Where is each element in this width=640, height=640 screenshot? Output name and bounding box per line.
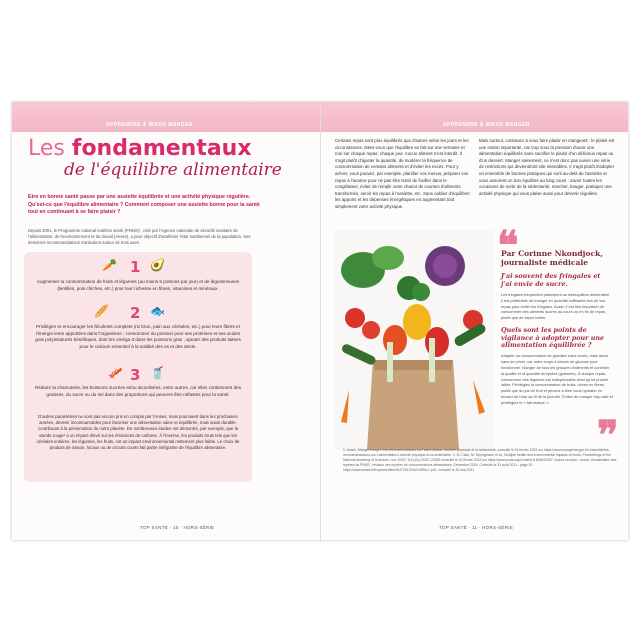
fish-icon: 🐟 <box>150 304 165 318</box>
quote-close-icon: ❞ <box>597 412 619 459</box>
aside-answer: Adapter sa consommation de glucides sans excès, mais aussi sans se priver, car notre corps a besoin de glucose pour fonctionner. Manger de tous les groupes d'aliments et contrôler la qualité et la quantité de lipides (graisses). À chaque repas, consommer des légumes est indispensable ainsi qu'un produit laitier. Privilégiez la consommation de fruits, riches en fibres, plutôt que du jus de fruit et pensez à bien vous hydrater en buvant de l'eau au fil de la journée. Évitez de manger trop salé et privilégiez le « fait maison ». <box>501 353 613 406</box>
aside-question: J'ai souvent des fringales et j'ai envie de sucre. <box>501 272 601 289</box>
avocado-icon: 🥑 <box>150 258 165 272</box>
step-text: Privilégier et encourager les féculents complets (riz brun, pain aux céréales, etc.) pour leurs fibres et l'énergie lente apportées dans l'organisme ; consommer du poisson pour ses protéines et ses acides gras polyinsaturés bénéfiques, dont les oméga-3 dans les poissons gras ; ajouter des produits laitiers pour le calcium essentiel à la solidité des os et des dents. <box>35 324 241 349</box>
sausage-icon: 🥓 <box>108 366 123 380</box>
step-number: 2 <box>130 304 141 322</box>
right-page <box>320 102 628 540</box>
bread-icon: 🥖 <box>94 304 109 318</box>
carrot-icon: 🥕 <box>102 258 117 272</box>
header-band <box>12 102 320 132</box>
vegetables-photo <box>333 230 493 450</box>
header-band <box>321 102 628 132</box>
title-bold: fondamentaux <box>71 136 252 161</box>
left-page <box>12 102 320 540</box>
title-light: Les <box>28 136 65 161</box>
page-title <box>28 138 252 160</box>
lead-paragraph: Etre en bonne santé passe par une assiette équilibrée et une activité physique régulière. Qu'est-ce que l'équilibre alimentaire ? Comment composer une assiette bonne pour la santé tout en continuant à se faire plaisir ? <box>28 194 260 216</box>
step-text: Réduire la charcuterie, les boissons sucrées et/ou alcoolisées, entre autres, car elles contiennent des graisses, du sucre ou du sel dans des proportions qui peuvent être néfastes pour la santé. <box>34 385 242 397</box>
body-column-2: Mais surtout, continuez à vous faire plaisir en mangeant : le plaisir est une notion importante, car trop sous la pression d'avoir une alimentation équilibrée sans sacrifier le plaisir d'un délicieux repas ou d'un dessert. Manger sainement, ce n'est donc pas suivre une série de restrictions qui deviendront vite intenables. Il s'agit plutôt d'adopter un ensemble de bonnes pratiques qui sont au-delà de l'assiette et vous assurent un bon équilibre au long cours : savoir toutes les occasions de sortir de la sédentarité, marcher, bouger, pratiquer une activité physique qui vous plaise aussi pour devenir régulière. <box>479 138 615 196</box>
body-column-1: Certains repas sont plus équilibrés que d'autres selon les jours et les circonstances. Dites-vous que l'équilibre se fait sur une semaine et non sur chaque repas, chaque jour. Aucun aliment n'est interdit. Il s'agit plutôt d'ajuster la quantité, de modérer la fréquence de consommation de certains aliments et d'éviter les excès. Pour y arriver, vous pouvez, par exemple, planifier vos menus, préparer vos repas à l'avance pour ne pas être tenté de fouiller dans le congélateur, éviter de remplir votre chariot de courses d'aliments transformés, servir les repas à l'assiette, etc. Sans oublier d'équilibrer les apports et les dépenses énergétiques en augmentant tout simplement votre activité physique. <box>335 138 470 210</box>
step-number: 1 <box>130 258 141 276</box>
section-label: APPRENDRE À MIEUX MANGER <box>106 122 193 128</box>
magazine-spread <box>12 102 628 540</box>
vegetables-illustration <box>333 230 493 450</box>
intro-paragraph: Depuis 2001, le Programme national nutrition santé (PNNS)¹, créé par l'Agence nationale de sécurité sanitaire de l'alimentation, de l'environnement et du travail (Anses), a pour objectif d'améliorer l'état nutritionnel de la population. Ses dernières recommandations s'articulent autour de trois axes. <box>28 228 251 246</box>
aside-answer: Les fringales fréquentes participent au déséquilibre alimentaire. Il est préférable de manger en quantité suffisante lors de vos repas pour éviter les fringales. Aussi, il est très important de consommer des aliments sucrés au cours ou en fin de repas, plutôt que de façon isolée. <box>501 291 611 321</box>
step-number: 3 <box>130 366 141 384</box>
step-text: Augmenter la consommation de fruits et légumes (au moins 5 portions par jour) et de légumineuses (lentilles, pois chiches, etc.) pour leur richesse en fibres, vitamines et minéraux. <box>36 279 240 291</box>
footnotes: 1. Anses, Manger bouger. Les recommandations sur l'alimentation, l'activité physique et la sédentarité, consulté le 01 février 2023 sur https://www.mangerbouger.fr/l-essentiel/les-recommandations-sur-l-alimentation-l-activite-physique-et-la-sedentarite. 2. M. Clark, M. Springmann et al., Multiple health and environmental impacts of foods, Proceedings of the National Academy of Sciences, nov. 2019, 116 (46) 23357-23362 consulté le 01 février 2023 sur https://www.pnas.org/content/116/46/23357. Autres sources : Anses, Actualisation des repères du PNNS : révision des repères de consommations alimentaires, Décembre 2016. Consulté le 31 août 2021 ; page 20 : https://www.anses.fr/fr/system/files/NUT2012SA0103Ra-1.pdf ; consulté le 30 mai 2021. <box>343 448 617 473</box>
aside-question: Quels sont les points de vigilance à adopter pour une alimentation équilibrée ? <box>501 326 605 350</box>
aside-author: Par Corinne Nkondjock, journaliste médicale <box>501 249 604 267</box>
soda-icon: 🥤 <box>150 366 165 380</box>
quote-open-icon: ❝ <box>497 222 519 269</box>
page-folio: TOP SANTÉ · 11 · HORS-SÉRIE <box>439 525 514 530</box>
recommendations-box <box>24 252 252 482</box>
section-label: APPRENDRE À MIEUX MANGER <box>443 122 530 128</box>
box-footer-text: D'autres paramètres ne sont pas encore pris en compte par l'Anses, mais pourraient dans les prochaines années, devenir incontournables pour favoriser une alimentation saine et équilibrée, mais aussi durable, contribuant à la préservation de notre planète. De nombreuses études ont démontré, par exemple, que la viande rouge² a un impact élevé sur les émissions de carbone. À l'inverse, les produits bruts tels que les céréales entières, les légumes, les fruits, ont un impact environnemental nettement plus faible. Le choix de produits de saison, locaux ou de circuits courts fait partie intégrante de l'équilibre alimentaire. <box>36 414 240 451</box>
page-folio: TOP SANTÉ · 10 · HORS-SÉRIE <box>140 525 215 530</box>
expert-aside <box>501 250 613 406</box>
page-subtitle: de l'équilibre alimentaire <box>64 160 282 180</box>
